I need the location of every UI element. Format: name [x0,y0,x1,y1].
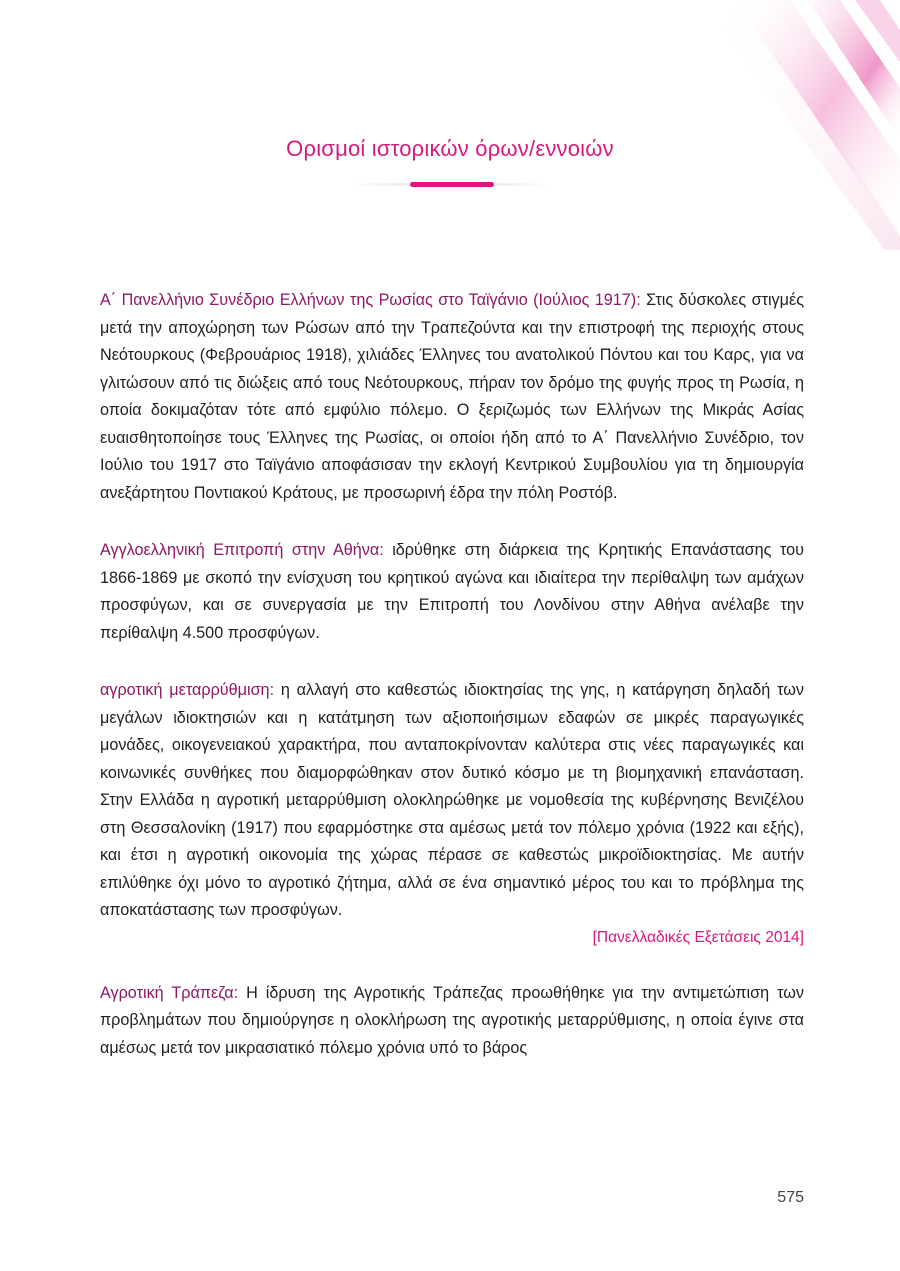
title-underline [350,182,550,188]
definition-text: Η ίδρυση της Αγροτικής Τράπεζας προωθήθηκε για την αντιμετώπιση των προβλημάτων που δημιούργησε η ολοκλήρωση της αγροτικής μεταρρύθμισης, η οποία έγινε στα αμέσως μετά τον μικρασιατικό πόλεμο χρόνια υπό το βάρος [100,983,805,1057]
definition-term: αγροτική μεταρρύθμιση: [100,681,275,699]
corner-decoration-graphic [640,0,900,250]
definition-text: Στις δύσκολες στιγμές μετά την αποχώρηση των Ρώσων από την Τραπεζούντα και την επιστροφή της περιοχής στους Νεότουρκους (Φεβρουάριος 1918), χιλιάδες Έλληνες του ανατολικού Πόντου και του Καρς, για να γλιτώσουν από τις διώξεις από τους Νεότουρκους, πήραν τον δρόμο της φυγής προς τη Ρωσία, η οποία δοκιμαζόταν τότε από εμφύλιο πόλεμο. Ο ξεριζωμός των Ελλήνων της Μικράς Ασίας ευαισθητοποίησε τους Έλληνες της Ρωσίας, οι οποίοι ήδη από το Α΄ Πανελλήνιο Συνέδριο, τον Ιούλιο του 1917 στο Ταϊγάνιο αποφάσισαν την εκλογή Κεντρικού Συμβουλίου για τη δημιουργία ανεξάρτητου Ποντιακού Κράτους, με προσωρινή έδρα την πόλη Ροστόβ. [100,291,804,502]
page-title: Ορισμοί ιστορικών όρων/εννοιών [286,136,614,161]
definition-term: Α΄ Πανελλήνιο Συνέδριο Ελλήνων της Ρωσίας στο Ταϊγάνιο (Ιούλιος 1917): [100,291,641,309]
definition-text: η αλλαγή στο καθεστώς ιδιοκτησίας της γης, η κατάργηση δηλαδή των μεγάλων ιδιοκτησιών και η κατάτμηση των αξιοποιήσιμων εδαφών σε μικρές παραγωγικές μονάδες, οικογενειακού χαρακτήρα, που ανταποκρίνονταν καλύτερα στις νέες παραγωγικές και κοινωνικές συνθήκες που διαμορφώθηκαν στον δυτικό κόσμο με τη βιομηχανική επανάσταση. Στην Ελλάδα η αγροτική μεταρρύθμιση ολοκληρώθηκε με νομοθεσία της κυβέρνησης Βενιζέλου στη Θεσσαλονίκη (1917) που εφαρμόστηκε στα αμέσως μετά τον πόλεμο χρόνια (1922 και εξής), και έτσι η αγροτική οικονομία της χώρας πέρασε σε καθεστώς μικροϊδιοκτησίας. Με αυτήν επιλύθηκε όχι μόνο το αγροτικό ζήτημα, αλλά σε ένα σημαντικό μέρος του και το πρόβλημα της αποκατάστασης των προσφύγων. [100,681,804,919]
definition-entry [100,287,804,507]
definitions-list [100,287,804,1062]
definition-term: Αγγλοελληνική Επιτροπή στην Αθήνα: [100,541,384,559]
definition-entry [100,677,804,925]
page-number: 575 [777,1189,804,1206]
definition-entry [100,980,804,1063]
definition-term: Αγροτική Τράπεζα: [100,983,239,1002]
definition-entry [100,537,804,647]
source-citation: [Πανελλαδικές Εξετάσεις 2014] [592,928,804,946]
title-underline-accent [410,182,494,187]
definition-text: ιδρύθηκε στη διάρκεια της Κρητικής Επανάστασης του 1866-1869 με σκοπό την ενίσχυση του κρητικού αγώνα και ιδιαίτερα την περίθαλψη των αμάχων προσφύγων, και σε συνεργασία με την Επιτροπή του Λονδίνου στην Αθήνα ανέλαβε την περίθαλψη 4.500 προσφύγων. [100,541,804,642]
